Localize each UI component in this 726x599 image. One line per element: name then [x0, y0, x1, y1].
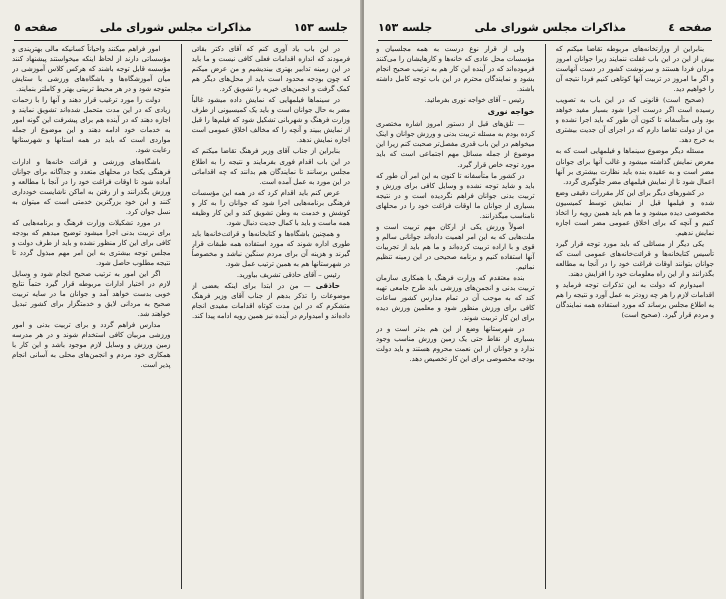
right-page	[364, 0, 726, 599]
right-column-left	[376, 44, 535, 589]
left-header-rule	[14, 40, 348, 41]
paragraph: در کشور ما متأسفانه تا کنون به این امر آن طور که باید و شاید توجه نشده و وسایل کافی برای ورزش و تربیت بدنی جوانان فراهم نگردیده است و در نتیجه بسیاری از جوانان ما اوقات فراغت خود را در محلهای نامناسب میگذرانند.	[376, 171, 535, 220]
paragraph: اصولاً ورزش یکی از ارکان مهم تربیت است و ملت‌هایی که به این امر اهمیت داده‌اند جوانانی سالم و قوی و با اراده تربیت کرده‌اند و ما هم باید از تجربیات آنها استفاده کنیم و برنامه صحیحی در این زمینه تنظیم نمائیم.	[376, 222, 535, 271]
paragraph: در این باب یاد آوری کنم که آقای دکتر بقائی فرمودند که اندازه اقدامات فعلی کافی نیست و ما باید در این زمینه تدابیر بهتری بیندیشیم و من عرض میکنم که چون بودجه محدود است باید از محل‌های دیگر هم کمک گرفت و انجمن‌های خیریه را تشویق کرد.	[191, 45, 350, 94]
paragraph: در کشورهای دیگر برای این کار مقررات دقیقی وضع شده و فیلمها قبل از نمایش توسط کمیسیون مخصوصی دیده میشود و ما هم باید همین رویه را اتخاذ کنیم و آنچه که برای اخلاق عمومی مضر است اجازه نمایش ندهیم.	[555, 188, 714, 237]
paragraph: (صحیح است) قانونی که در این باب به تصویب رسیده است اگر درست اجرا شود بسیار مفید خواهد بود ولی متأسفانه تا کنون آن طور که باید اجرا نشده و من از دولت تقاضا دارم که در اجرای آن جدیت بیشتری به خرج دهد.	[555, 96, 714, 145]
right-column-right	[556, 44, 715, 589]
left-page-number: صفحه ٥	[14, 20, 58, 34]
right-page-number: صفحه ٤	[668, 20, 712, 34]
left-columns	[12, 44, 350, 589]
speech-text: — من در ابتدا برای اینکه بعضی از موضوعات را تذکر بدهم از جناب آقای وزیر فرهنگ متشکرم که در این مدت کوتاه اقدامات مفیدی انجام داده‌اند و امیدوارم در آینده نیز همین رویه ادامه پیدا کند.	[191, 282, 350, 321]
right-session-label: جلسه ١٥٣	[378, 20, 433, 34]
paragraph: باشگاه‌های ورزشی و قرائت خانه‌ها و ادارات فرهنگی یکجا در محلهای متعدد و جداگانه برای جوانان آماده شود تا اوقات فراغت خود را در آنجا با مطالعه و ورزش بگذرانند و از رفتن به اماکن ناشایست خودداری کنند و این خود بزرگترین خدمتی است که میتوان به نسل جوان کرد.	[12, 157, 171, 216]
left-page-header	[14, 16, 348, 38]
right-columns	[376, 44, 714, 589]
left-title: مذاکرات مجلس شورای ملی	[99, 20, 252, 34]
right-title: مذاکرات مجلس شورای ملی	[474, 20, 627, 34]
paragraph: در شهرستانها وضع از این هم بدتر است و در بسیاری از نقاط حتی یک زمین ورزش مناسب وجود ندارد و جوانان از این نعمت محروم هستند و باید دولت بودجه مخصوصی برای این کار تخصیص دهد.	[376, 325, 535, 364]
paragraph: یکی دیگر از مسائلی که باید مورد توجه قرار گیرد تأسیس کتابخانه‌ها و قرائت‌خانه‌های عمومی است که جوانان بتوانند اوقات فراغت خود را در آنجا به مطالعه بگذرانند و از این راه معلومات خود را افزایش دهند.	[555, 239, 714, 279]
right-column-divider	[545, 44, 546, 589]
paragraph: در مورد تشکیلات وزارت فرهنگ و برنامه‌هایی که برای تربیت بدنی اجرا میشود توضیح میدهم که بودجه کافی برای این کار منظور نشده و باید از طرف دولت و مجلس توجه بیشتری به این امر مهم مبذول گردد تا نتیجه مطلوب حاصل شود.	[12, 218, 171, 267]
speaker-line: رئیس – آقای حاذقی تشریف بیاورید.	[236, 271, 340, 280]
paragraph: امور فراهم میکنند واحیاناً کسانیکه مالی بهتریندی و مؤسساتی دارند از لحاظ اینکه میخواستند پیشنهاد کنند مؤسسه قابل توجه باشند که هرکس کلاس آموزشی در میان آموزشگاه‌ها و باشگاه‌های ورزشی با ستایش متوجه شود و در هر محیط تربیتی بهتر و کاملتر بنمایند.	[12, 45, 171, 94]
paragraph: اگر این امور به ترتیب صحیح انجام شود و وسایل لازم در اختیار ادارات مربوطه قرار گیرد حتماً نتایج خوبی بدست خواهد آمد و جوانان ما در سایه تربیت صحیح به مردانی لایق و خدمتگزار برای کشور تبدیل خواهند شد.	[12, 270, 171, 319]
paragraph: عرض کنم باید اقدام کرد که در همه این مؤسسات فرهنگی برنامه‌هایی اجرا شود که جوانان را به کار و کوشش و خدمت به وطن تشویق کند و این کار وظیفه همه ماست و باید با کمال جدیت دنبال شود.	[191, 188, 350, 227]
paragraph: بنده معتقدم که وزارت فرهنگ با همکاری سازمان تربیت بدنی و انجمن‌های ورزشی باید طرح جامعی تهیه کند که به موجب آن در تمام مدارس کشور ساعات کافی برای ورزش منظور شود و معلمین ورزش دیده برای این کار تربیت شوند.	[376, 274, 535, 323]
right-page-header	[378, 16, 712, 38]
paragraph: بنابراین از جناب آقای وزیر فرهنگ تقاضا میکنم که در این باب اقدام فوری بفرمایند و نتیجه را به اطلاع مجلس برسانند تا نمایندگان هم بدانند که چه اقداماتی در این مورد به عمل آمده است.	[191, 147, 350, 186]
speaker-heading: خواجه نوری	[487, 107, 535, 117]
paragraph: دولت را مورد ترغیب قرار دهند و آنها را با زحمات زیادی که در این مدت متحمل شده‌اند تشویق نمایند و اجازه دهند که در آینده هم برای پیشرفت این گونه امور به خدمات خود ادامه دهند و این موضوع از جمله مواردی است که باید در همه استانها و شهرستانها رعایت شود.	[12, 96, 171, 155]
paragraph: بنابراین از وزارتخانه‌های مربوطه تقاضا میکنم که بیش از این در این باب غفلت ننمایند زیرا جوانان امروز مردان فردا هستند و سرنوشت کشور در دست آنهاست و اگر ما امروز در تربیت آنها کوتاهی کنیم فردا نتیجه آن را خواهیم دید.	[555, 45, 714, 94]
left-page	[0, 0, 362, 599]
left-column-right	[192, 44, 351, 589]
left-column-divider	[181, 44, 182, 589]
paragraph: در سینماها فیلمهایی که نمایش داده میشود غالباً مضر به حال جوانان است و باید یک کمیسیونی از طرف وزارت فرهنگ و شهربانی تشکیل شود که فیلم‌ها را قبل از نمایش ببیند و آنچه را که مخالف اخلاق عمومی است اجازه نمایش ندهد.	[191, 96, 350, 145]
left-column-left	[12, 44, 171, 589]
speaker-name: حاذقی	[315, 281, 340, 291]
paragraph: مدارس فراهم گردد و برای تربیت بدنی و امور ورزشی مربیان کافی استخدام شوند و در هر مدرسه زمین ورزش و وسایل لازم موجود باشد و این کار با همکاری خود مردم و انجمن‌های محلی به آسانی انجام پذیر است.	[12, 321, 171, 370]
paragraph: ولی از قرار نوع درست به همه مجلسیان و مؤسسات محل عادی که خانه‌ها و کارهایشان را می‌کنند فرموده‌اند که در آینده این کار هم به ترتیب صحیح انجام بشود و نمایندگان محترم در این باب توجه کامل داشته باشند.	[376, 45, 535, 94]
speaker-line: رئیس – آقای خواجه نوری بفرمائید.	[424, 96, 525, 105]
speech-paragraph	[192, 281, 351, 321]
paragraph: امیدوارم که دولت به این تذکرات توجه فرماید و اقدامات لازم را هر چه زودتر به عمل آورد و نتیجه را هم به اطلاع مجلس برساند که مورد استفاده همه نمایندگان و مردم قرار گیرد. (صحیح است)	[555, 281, 714, 320]
paragraph: — تلق‌های قبل از دستور امروز اشاره مختصری کرده بودم به مسئله تربیت بدنی و ورزش جوانان و اینک میخواهم در این باب قدری مفصل‌تر صحبت کنم زیرا این موضوع از جمله مسائل مهم اجتماعی است که باید مورد توجه خاص قرار گیرد.	[376, 120, 535, 169]
paragraph: مسئله دیگر موضوع سینماها و فیلمهایی است که به معرض نمایش گذاشته میشود و غالب آنها برای جوانان مضر است و به عقیده بنده باید نظارت بیشتری بر آنها اعمال شود تا از نمایش فیلمهای مضر جلوگیری گردد.	[555, 147, 714, 186]
right-header-rule	[378, 40, 712, 41]
paragraph: و همچنین باشگاه‌ها و کتابخانه‌ها و قرائت‌خانه‌ها باید طوری اداره شوند که مورد استفاده همه طبقات قرار گیرند و هزینه آن برای مردم سنگین نباشد و مخصوصاً در شهرستانها هم به همین ترتیب عمل شود.	[191, 229, 350, 268]
left-session-label: جلسه ١٥٣	[293, 20, 348, 34]
